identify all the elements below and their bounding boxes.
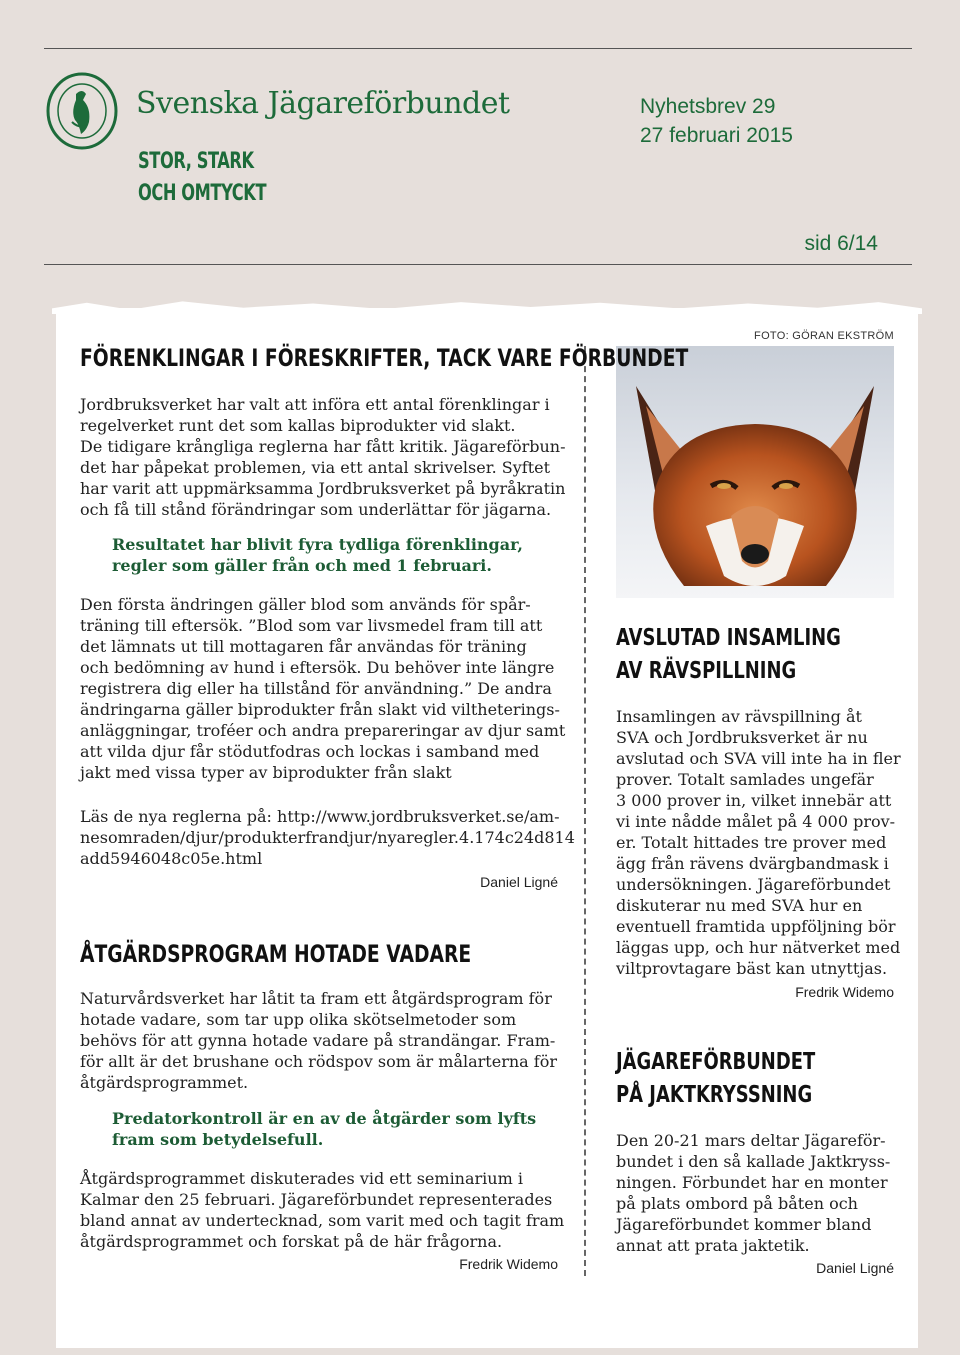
article3-body [616,706,906,979]
text-line: det har påpekat problemen, via ett antal skrivelser. Syftet [80,458,551,477]
text-line: prover. Totalt samlades ungefär [616,770,874,789]
text-line: Den 20-21 mars deltar Jägareför- [616,1131,886,1150]
text-line: ägg från rävens dvärgbandmask i [616,854,889,873]
article4-body [616,1130,906,1256]
article1-link-text [80,806,575,869]
text-line: anläggningar, troféer och andra prepareringar av djur samt [80,721,566,740]
page-number: sid 6/14 [804,232,878,255]
text-line: läggas upp, och hur nätverket med [616,938,901,957]
text-line: för allt är det brushane och rödspov som är målarterna för [80,1052,557,1071]
text-line: åtgärdsprogrammet och forskat på de här frågorna. [80,1232,503,1251]
headline-line: AV RÄVSPILLNING [616,658,797,684]
quote-line: Predatorkontroll är en av de åtgärder som lyfts [112,1109,537,1128]
article3-signature: Fredrik Widemo [795,984,894,1000]
text-line: registrera dig eller ha tillstånd för användning.” De andra [80,679,552,698]
article2-pullquote [112,1108,572,1150]
association-logo [46,72,118,150]
article1-headline: FÖRENKLINGAR I FÖRESKRIFTER, TACK VARE FÖRBUNDET [80,344,689,372]
text-line: viltprovtagare bäst kan utnyttjas. [616,959,888,978]
text-line: behövs för att gynna hotade vadare på strandängar. Fram- [80,1031,556,1050]
article2-body-2 [80,1168,570,1252]
text-line: Läs de nya reglerna på: http://www.jordbruksverket.se/am- [80,807,560,826]
text-line: annat att prata jaktetik. [616,1236,810,1255]
text-line: vi inte nådde målet på 4 000 prov- [616,812,896,831]
text-line: De tidigare krångliga reglerna har fått kritik. Jägareförbun- [80,437,566,456]
text-line: undersökningen. Jägareförbundet [616,875,891,894]
text-line: ändringarna gäller biprodukter från slakt vid viltheterings- [80,700,560,719]
text-line: Insamlingen av rävspillning åt [616,707,862,726]
newsletter-number: Nyhetsbrev 29 [640,95,776,118]
top-rule [44,48,912,49]
article1-pullquote [112,534,572,576]
article1-signature: Daniel Ligné [480,874,558,890]
column-divider [584,346,586,1276]
article4-headline [616,1046,815,1112]
text-line: på plats ombord på båten och [616,1194,858,1213]
article2-body [80,988,570,1093]
slogan-line: OCH OMTYCKT [138,181,267,206]
photo-credit: FOTO: GÖRAN EKSTRÖM [754,330,894,342]
text-line: Naturvårdsverket har låtit ta fram ett åtgärdsprogram för [80,989,552,1008]
slogan [138,146,266,210]
text-line: det lämnats ut till mottagaren får användas för träning [80,637,527,656]
text-line: träning till eftersök. ”Blod som var livsmedel fram till att [80,616,543,635]
text-line: har varit att uppmärksamma Jordbruksverket på byråkratin [80,479,566,498]
article1-body-2 [80,594,570,783]
headline-line: AVSLUTAD INSAMLING [616,625,841,651]
text-line: Jordbruksverket har valt att införa ett antal förenklingar i [80,395,550,414]
fox-illustration [616,346,894,598]
article2-headline: ÅTGÄRDSPROGRAM HOTADE VADARE [80,940,472,968]
text-line: Jägareförbundet kommer bland [616,1215,872,1234]
text-line: eventuell framtida uppföljning bör [616,917,896,936]
text-line: ningen. Förbundet har en monter [616,1173,888,1192]
text-line: diskuterar nu med SVA hur en [616,896,863,915]
text-line: Den första ändringen gäller blod som används för spår- [80,595,531,614]
text-line: 3 000 prover in, vilket innebär att [616,791,892,810]
text-line: och få till stånd förändringar som underlättar för jägarna. [80,500,552,519]
text-line: Åtgärdsprogrammet diskuterades vid ett seminarium i [80,1169,523,1188]
newsletter-date: 27 februari 2015 [640,124,793,147]
text-line: bland annat av undertecknad, som varit med och tagit fram [80,1211,565,1230]
headline-line: JÄGAREFÖRBUNDET [616,1049,816,1075]
quote-line: regler som gäller från och med 1 februari. [112,556,492,575]
text-line: nesomraden/djur/produkterfrandjur/nyaregler.4.174c24d814 [80,828,575,847]
article3-headline [616,622,841,688]
text-line: er. Totalt hittades tre prover med [616,833,887,852]
headline-line: PÅ JAKTKRYSSNING [616,1082,813,1108]
text-line: regelverket runt det som kallas biprodukter vid slakt. [80,416,516,435]
brand-name: Svenska Jägareförbundet [136,86,510,121]
fox-photo [616,346,894,598]
header-rule [44,264,912,265]
quote-line: Resultatet har blivit fyra tydliga förenklingar, [112,535,523,554]
text-line: SVA och Jordbruksverket är nu [616,728,868,747]
text-line: hotade vadare, som tar upp olika skötselmetoder som [80,1010,517,1029]
text-line: att vilda djur får stödutfodras och lockas i samband med [80,742,540,761]
text-line: avslutad och SVA vill inte ha in fler [616,749,901,768]
newsletter-info [640,92,793,150]
text-line: åtgärdsprogrammet. [80,1073,249,1092]
text-line: och bedömning av hund i eftersök. Du behöver inte längre [80,658,555,677]
article2-signature: Fredrik Widemo [459,1256,558,1272]
quote-line: fram som betydelsefull. [112,1130,324,1149]
text-line: add5946048c05e.html [80,849,263,868]
text-line: bundet i den så kallade Jaktkryss- [616,1152,891,1171]
article1-body [80,394,570,520]
slogan-line: STOR, STARK [138,149,254,174]
text-line: jakt med vissa typer av biprodukter från slakt [80,763,452,782]
text-line: Kalmar den 25 februari. Jägareförbundet representerades [80,1190,553,1209]
article4-signature: Daniel Ligné [816,1260,894,1276]
